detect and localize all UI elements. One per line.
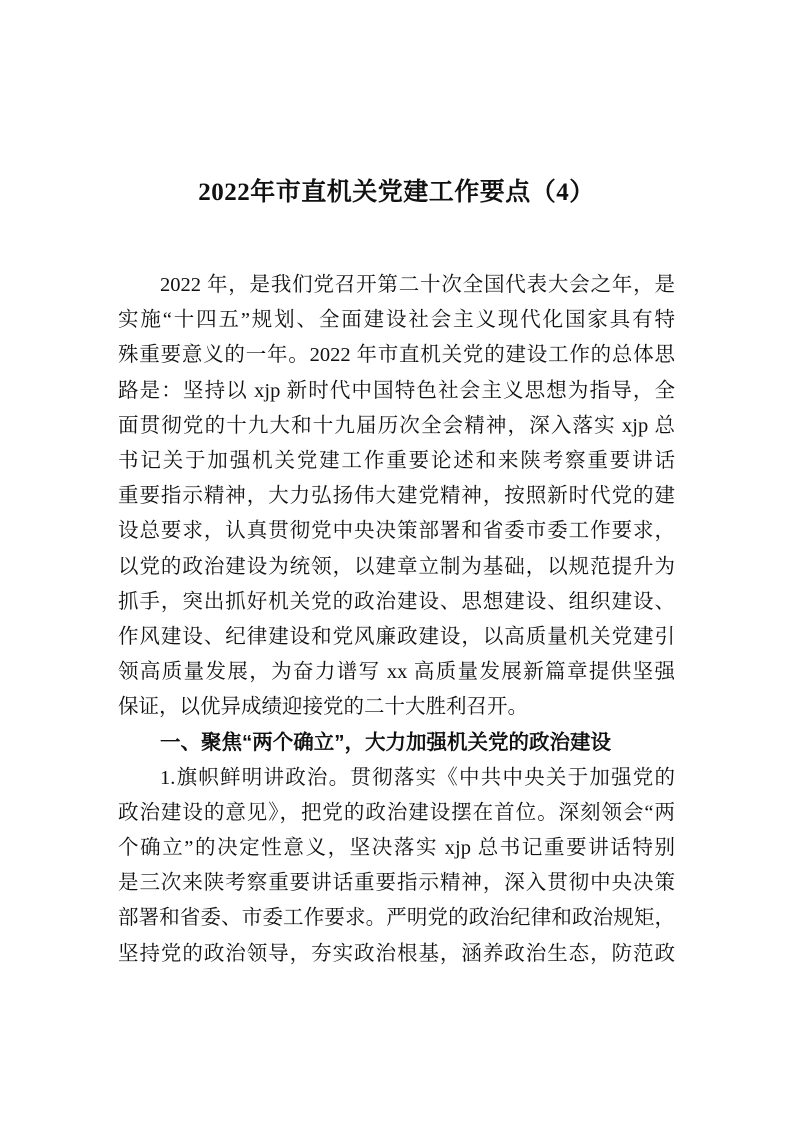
section-line: 个确立”的决定性意义，坚决落实 xjp 总书记重要讲话特别 bbox=[118, 837, 675, 859]
section-line: 政治建设的意见》，把党的政治建设摆在首位。深刻领会“两 bbox=[118, 801, 675, 824]
section-line: 部署和省委、市委工作要求。严明党的政治纪律和政治规矩， bbox=[118, 907, 675, 930]
intro-line: 实施“十四五”规划、全面建设社会主义现代化国家具有特 bbox=[118, 309, 675, 332]
intro-line: 设总要求，认真贯彻党中央决策部署和省委市委工作要求， bbox=[118, 520, 675, 543]
document-title: 2022年市直机关党建工作要点（4） bbox=[198, 179, 595, 206]
intro-line: 面贯彻党的十九大和十九届历次全会精神，深入落实 xjp 总 bbox=[118, 414, 675, 437]
intro-line: 以党的政治建设为统领，以建章立制为基础，以规范提升为 bbox=[118, 555, 675, 578]
intro-line: 领高质量发展，为奋力谱写 xx 高质量发展新篇章提供坚强 bbox=[118, 661, 675, 684]
intro-line: 书记关于加强机关党建工作重要论述和来陕考察重要讲话 bbox=[118, 449, 675, 472]
intro-line: 重要指示精神，大力弘扬伟大建党精神，按照新时代党的建 bbox=[118, 485, 675, 508]
intro-line: 作风建设、纪律建设和党风廉政建设，以高质量机关党建引 bbox=[118, 625, 675, 648]
intro-line: 抓手，突出抓好机关党的政治建设、思想建设、组织建设、 bbox=[118, 590, 675, 613]
intro-line: 2022 年，是我们党召开第二十次全国代表大会之年，是 bbox=[160, 274, 675, 296]
section-line: 1.旗帜鲜明讲政治。贯彻落实《中共中央关于加强党的 bbox=[160, 766, 675, 789]
section-heading: 一、聚焦“两个确立”，大力加强机关党的政治建设 bbox=[160, 731, 611, 755]
intro-line: 路是：坚持以 xjp 新时代中国特色社会主义思想为指导，全 bbox=[118, 379, 675, 402]
intro-line: 保证，以优异成绩迎接党的二十大胜利召开。 bbox=[118, 696, 528, 719]
intro-line: 殊重要意义的一年。2022 年市直机关党的建设工作的总体思 bbox=[118, 344, 675, 367]
section-line: 是三次来陕考察重要讲话重要指示精神，深入贯彻中央决策 bbox=[118, 872, 675, 895]
section-line: 坚持党的政治领导，夯实政治根基，涵养政治生态，防范政 bbox=[118, 942, 675, 965]
document-body bbox=[118, 268, 675, 972]
